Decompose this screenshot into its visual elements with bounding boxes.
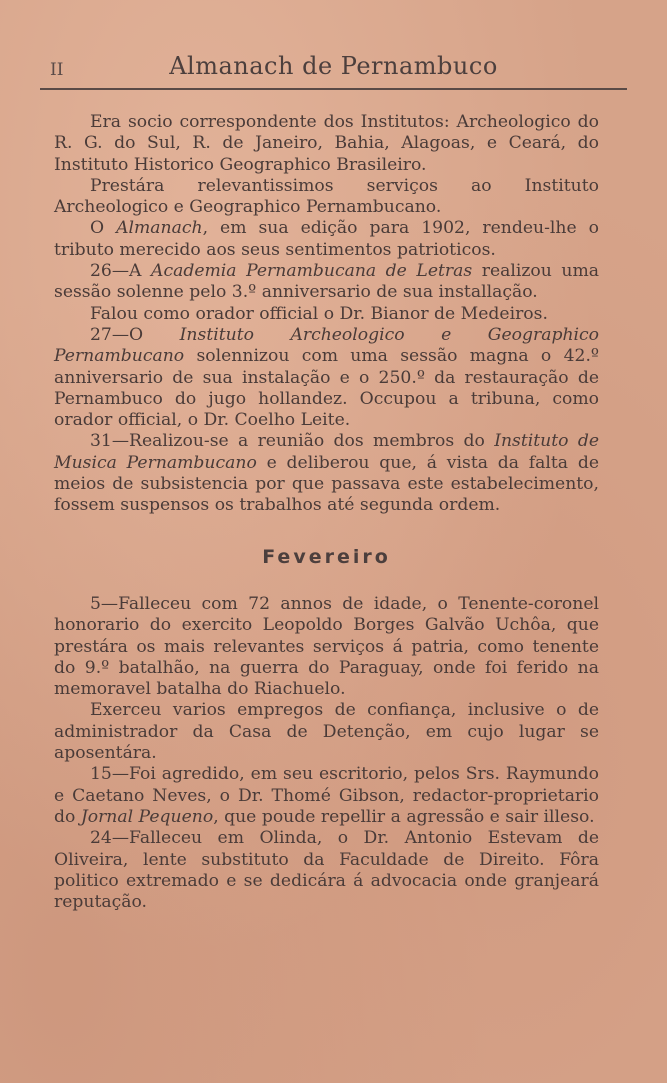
running-title: Almanach de Pernambuco [169,52,498,80]
paragraph-agressao: 15—Foi agredido, em seu escritorio, pelos Srs. Raymundo e Caetano Neves, o Dr. Thomé Gibson, redactor-proprietario do Jornal Pequeno, que poude repellir a agressão e sair illeso. [54,764,599,827]
paragraph-estevam: 24—Falleceu em Olinda, o Dr. Antonio Estevam de Oliveira, lente substituto da Faculdade de Direito. Fôra politico extremado e se dedicára á advocacia onde granjeará reputação. [54,828,599,913]
paragraph-orador: Falou como orador official o Dr. Bianor de Medeiros. [90,303,548,324]
paragraph-instituto-musica: 31—Realizou-se a reunião dos membros do Instituto de Musica Pernambucano e deliberou que, á vista da falta de meios de subsistencia por que passava este estabelecimento, fossem suspensos os trabalhos até segunda ordem. [54,431,600,516]
paragraph-academia: 26—A Academia Pernambucana de Letras realizou uma sessão solenne pelo 3.º anniversario de sua installação. [54,261,599,303]
paragraph-almanach: O Almanach, em sua edição para 1902, rendeu-lhe o tributo merecido aos seus sentimentos patrioticos. [54,218,599,260]
paragraph-institutes: Era socio correspondente dos Institutos: Archeologico do R. G. do Sul, R. de Janeiro, Bahia, Alagoas, e Ceará, do Instituto Historico Geographico Brasileiro. [54,112,599,175]
paragraph-empregos: Exerceu varios empregos de confiança, inclusive o de administrador da Casa de Detenção, em cujo lugar se aposentára. [54,700,599,764]
paragraph-services: Prestára relevantissimos serviços ao Instituto Archeologico e Geographico Pernambucano. [54,175,599,218]
paragraph-instituto-archeologico: 27—O Instituto Archeologico e Geographico Pernambucano solennizou com uma sessão magna o 42.º anniversario de sua instalação e o 250.º da restauração de Pernambuco do jugo hollandez. Occupou a tribuna, como orador official, o Dr. Coelho Leite. [54,324,599,431]
page-number: II [50,60,64,80]
page-header [40,52,627,96]
paragraph-uchoa: 5—Falleceu com 72 annos de idade, o Tenente-coronel honorario do exercito Leopoldo Borges Galvão Uchôa, que prestára os mais relevantes serviços á patria, como tenente do 9.º batalhão, na guerra do Paraguay, onde foi ferido na memoravel batalha do Riachuelo. [54,593,599,700]
month-heading: Fevereiro [262,545,391,568]
body-text [54,112,599,913]
header-rule [40,88,627,90]
